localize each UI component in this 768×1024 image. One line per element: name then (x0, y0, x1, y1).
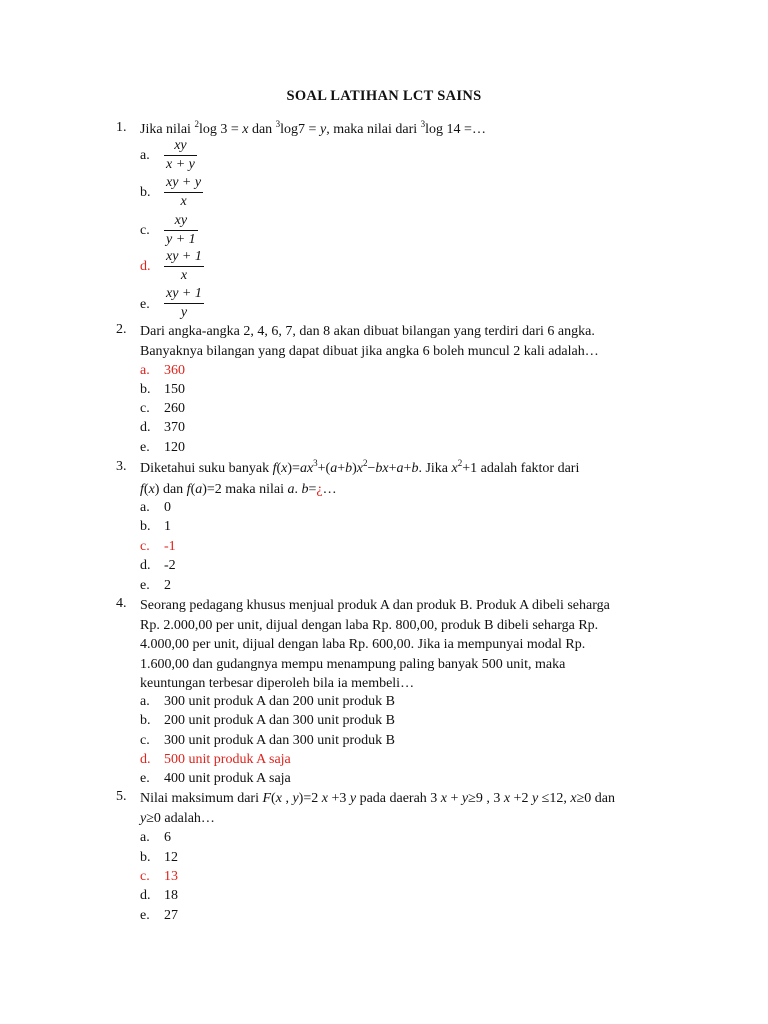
option-correct: c. -1 (140, 539, 176, 554)
option: e. 400 unit produk A saja (140, 771, 291, 786)
question-text: Jika nilai $^2$log 3 = x dan $^3$log7 = y, maka nilai dari $^3$log 14 =… (140, 119, 486, 137)
option-label-correct: d. (140, 259, 151, 274)
option: e. 2 (140, 578, 171, 593)
question-text-line: 1.600,00 dan gudangnya mempu menampung paling banyak 500 unit, maka (140, 656, 566, 672)
question-number: 1. (116, 120, 127, 135)
option: b. 12 (140, 850, 178, 865)
option-label: c. (140, 223, 150, 238)
document-title: SOAL LATIHAN LCT SAINS (286, 88, 482, 104)
option: d. -2 (140, 558, 176, 573)
question-text-line: Diketahui suku banyak $f(x)=ax^3+(a+b)x^2-bx+a+b$. Jika $x^2+1$ adalah faktor dari (140, 458, 580, 476)
question-number: 4. (116, 596, 127, 611)
question-number: 3. (116, 459, 127, 474)
question-text-line: Nilai maksimum dari F(x , y)=2 x +3 y pada daerah 3 x + y≥9 , 3 x +2 y ≤12, x≥0 dan (140, 791, 615, 806)
option-fraction: xy + 1 y (166, 286, 202, 320)
option: b. 1 (140, 519, 171, 534)
question-text-line: y≥0 adalah… (140, 811, 215, 826)
question-text-line: Dari angka-angka 2, 4, 6, 7, dan 8 akan dibuat bilangan yang terdiri dari 6 angka. (140, 324, 595, 339)
question-text-line: f(x) dan f(a)=2 maka nilai a. b=¿… (140, 482, 337, 497)
question-text-line: Seorang pedagang khusus menjual produk A dan produk B. Produk A dibeli seharga (140, 598, 610, 613)
option: d. 18 (140, 888, 178, 903)
option-fraction: xy y + 1 (166, 213, 196, 247)
option: d. 370 (140, 420, 185, 435)
option-fraction: xy x + y (166, 138, 195, 172)
option: c. 300 unit produk A dan 300 unit produk B (140, 733, 395, 748)
option: e. 27 (140, 908, 178, 923)
option: b. 150 (140, 382, 185, 397)
option: e. 120 (140, 440, 185, 455)
option-correct: c. 13 (140, 869, 178, 884)
option: a. 300 unit produk A dan 200 unit produk B (140, 694, 395, 709)
question-text-line: Banyaknya bilangan yang dapat dibuat jika angka 6 boleh muncul 2 kali adalah… (140, 344, 599, 359)
option-label: e. (140, 297, 150, 312)
question-number: 2. (116, 322, 127, 337)
option-label: b. (140, 185, 151, 200)
option: b. 200 unit produk A dan 300 unit produk B (140, 713, 395, 728)
option: a. 6 (140, 830, 171, 845)
question-text-line: keuntungan terbesar diperoleh bila ia membeli… (140, 676, 415, 691)
option-label: a. (140, 148, 150, 163)
option: c. 260 (140, 401, 185, 416)
question-text-line: 4.000,00 per unit, dijual dengan laba Rp. 600,00. Jika ia mempunyai modal Rp. (140, 637, 586, 652)
option-correct: a. 360 (140, 363, 185, 378)
option-fraction: xy + 1 x (166, 249, 202, 283)
question-number: 5. (116, 789, 127, 804)
option-correct: d. 500 unit produk A saja (140, 752, 291, 767)
question-text-line: Rp. 2.000,00 per unit, dijual dengan laba Rp. 800,00, produk B dibeli seharga Rp. (140, 617, 599, 633)
option: a. 0 (140, 500, 171, 515)
option-fraction: xy + y x (166, 175, 202, 209)
